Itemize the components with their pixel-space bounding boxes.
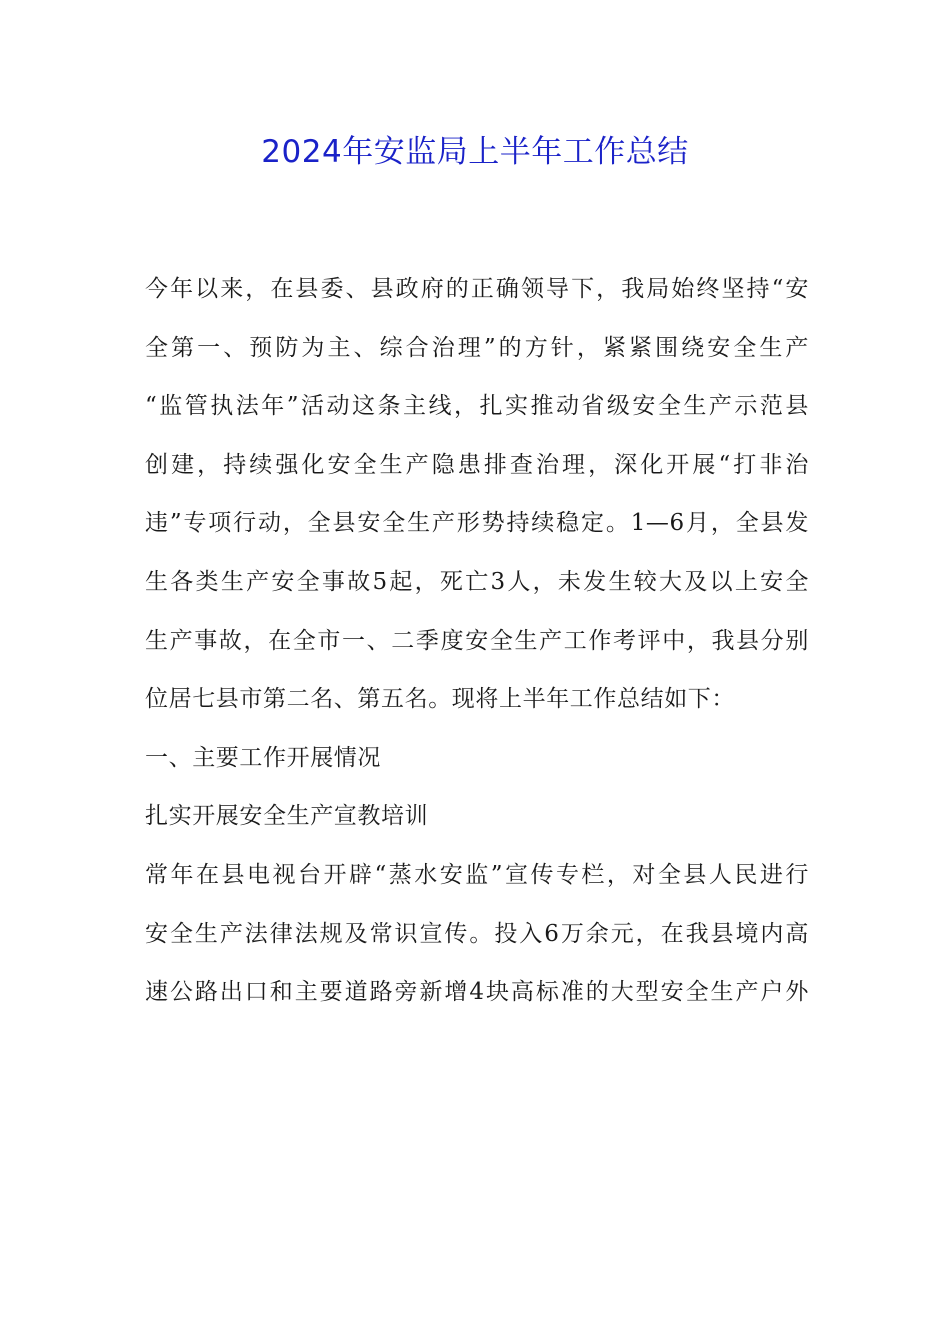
body-line: 位居七县市第二名、第五名。现将上半年工作总结如下： (145, 686, 735, 713)
body-line: 全第一、预防为主、综合治理”的方针，紧紧围绕安全生产 (145, 334, 809, 361)
body-line: 今年以来，在县委、县政府的正确领导下，我局始终坚持“安 (145, 276, 809, 302)
document-title: 2024年安监局上半年工作总结 (261, 134, 689, 170)
body-line: 常年在县电视台开辟“蒸水安监”宣传专栏，对全县人民进行 (145, 861, 809, 888)
body-line: 创建，持续强化安全生产隐患排查治理，深化开展“打非治 (145, 451, 809, 478)
body-line: 速公路出口和主要道路旁新增4块高标准的大型安全生产户外 (145, 979, 809, 1006)
body-line: 安全生产法律法规及常识宣传。投入6万余元，在我县境内高 (145, 920, 809, 947)
subsection-heading: 扎实开展安全生产宣教培训 (145, 803, 429, 830)
body-line: 生产事故，在全市一、二季度安全生产工作考评中，我县分别 (145, 627, 809, 654)
document-body (145, 260, 809, 1022)
body-line: 违”专项行动，全县安全生产形势持续稳定。1—6月，全县发 (145, 510, 809, 537)
body-line: “监管执法年”活动这条主线，扎实推动省级安全生产示范县 (145, 393, 809, 420)
section-heading: 一、主要工作开展情况 (145, 744, 381, 771)
body-line: 生各类生产安全事故5起，死亡3人，未发生较大及以上安全 (145, 568, 809, 595)
